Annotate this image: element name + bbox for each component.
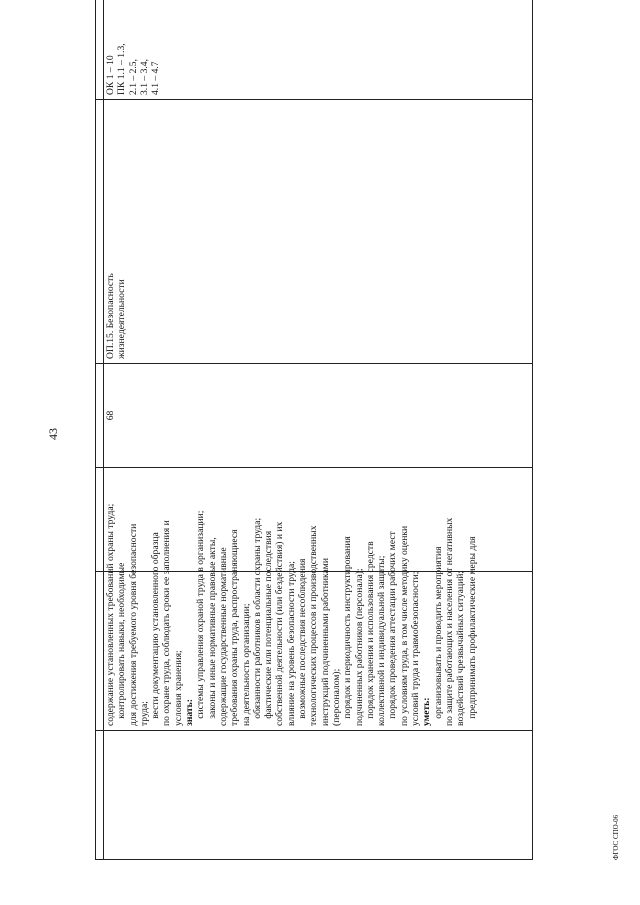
content-line: по условиям труда, в том числе методику оценки — [398, 525, 410, 726]
content-line: условий труда и травмобезопасности; — [410, 571, 422, 726]
content-line: подчиненных работников (персонала); — [353, 568, 365, 726]
competencies-cell: ОК 1 – 10 ПК 1.1 – 1.3, 2.1 – 2.5, 3.1 – 3.4, 4.1 – 4.7 — [104, 0, 533, 100]
content-line: системы управления охраной труда в организации; — [195, 510, 207, 726]
content-text — [105, 503, 478, 726]
content-line: на деятельность организации; — [240, 603, 252, 726]
discipline-cell-top — [96, 100, 104, 364]
content-line: по защите работающих и населения от негативных — [443, 517, 455, 726]
content-line: фактические или потенциальные последствия — [263, 530, 275, 726]
page-number: 43 — [46, 428, 60, 440]
index-cell — [104, 731, 533, 860]
content-line: технологических процессов и производственных — [308, 525, 320, 726]
content-line: коллективной и индивидуальной защиты; — [376, 555, 388, 726]
max-hours-cell-top — [96, 468, 104, 572]
footer-code: ФГОС СПО-06 — [612, 814, 620, 860]
table-row — [104, 0, 533, 860]
content-line: организовывать и проводить мероприятия — [432, 546, 444, 726]
content-cell — [104, 503, 533, 731]
content-line: порядок хранения и использования средств — [364, 541, 376, 726]
content-line: труда; — [138, 701, 150, 726]
discipline-cell: ОП.15. Безопасность жизнедеятельности — [104, 100, 533, 364]
content-line: содержащие государственные нормативные — [217, 547, 229, 726]
index-cell-top — [96, 731, 104, 860]
curriculum-table-wrapper — [95, 30, 533, 860]
content-line: условия хранения; — [172, 650, 184, 726]
content-line: инструкций подчиненными работниками — [319, 557, 331, 726]
content-line: уметь: — [421, 697, 433, 726]
content-line: порядок и периодичность инструктирования — [342, 536, 354, 726]
content-line: возможные последствия несоблюдения — [297, 558, 309, 726]
content-line: требования охраны труда, распространяющиеся — [229, 529, 241, 726]
content-line: обязанности работников в области охраны труда; — [251, 517, 263, 726]
table-top-row — [96, 0, 104, 860]
content-line: контролировать навыки, необходимые — [116, 562, 128, 726]
required-hours-cell — [104, 364, 533, 468]
content-line: влияние на уровень безопасности труда; — [285, 561, 297, 726]
content-line: знать: — [184, 699, 196, 726]
curriculum-table — [95, 0, 533, 860]
content-line: предпринимать профилактические меры для — [466, 536, 478, 726]
content-line: законы и иные нормативные правовые акты, — [206, 537, 218, 726]
content-line: для достижения требуемого уровня безопасности — [127, 523, 139, 726]
content-line: содержание установленных требований охраны труда; — [105, 503, 116, 726]
content-line: собственной деятельности (или бездействия) и их — [274, 521, 286, 726]
content-line: по охране труда, соблюдать сроки ее заполнения и — [161, 520, 173, 726]
content-cell-top — [96, 572, 104, 731]
content-line: воздействий чрезвычайных ситуаций; — [455, 570, 467, 726]
content-line: (персоналом); — [330, 668, 342, 726]
required-hours-cell-top — [96, 364, 104, 468]
content-line: порядок проведения аттестации рабочих мест — [387, 531, 399, 726]
competencies-cell-top — [96, 0, 104, 100]
content-line: вести документацию установленного образца — [150, 532, 162, 726]
hours-value: 68 — [105, 410, 116, 421]
